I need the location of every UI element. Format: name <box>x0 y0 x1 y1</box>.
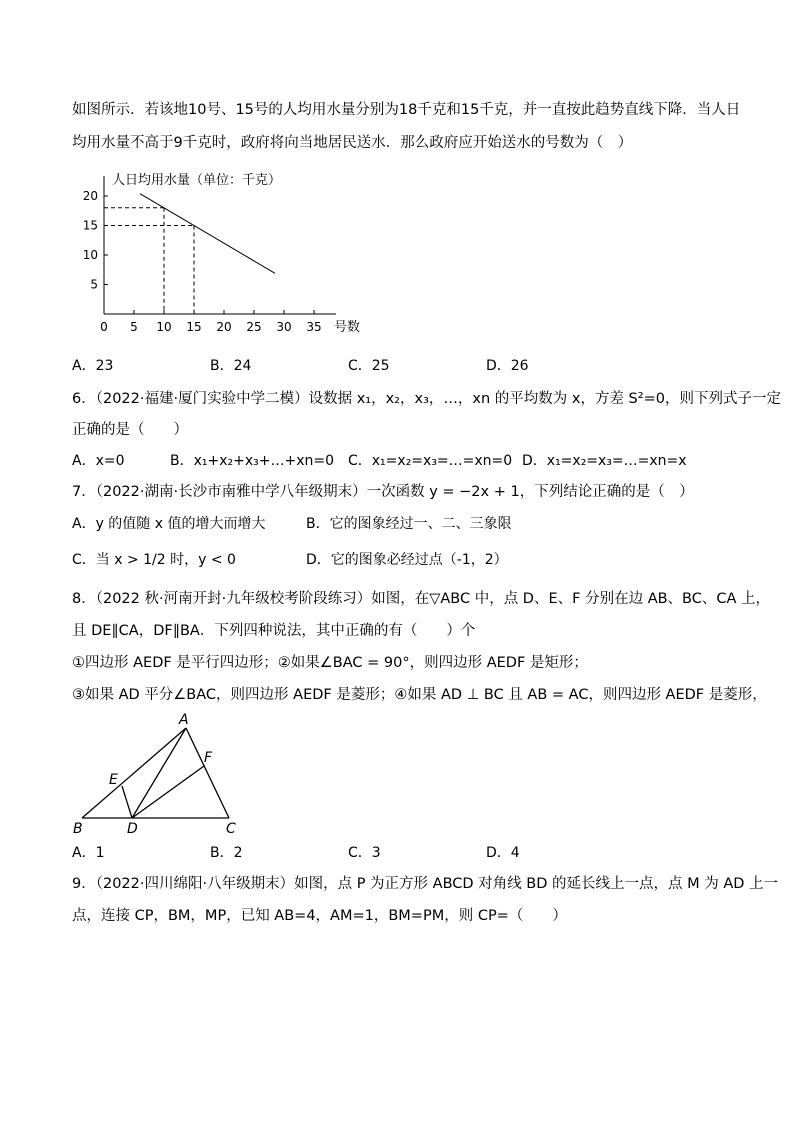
segment-ca <box>186 728 229 818</box>
q7-option-d: D．它的图象必经过点（-1，2） <box>306 552 508 568</box>
q5-text-line-2: 均用水量不高于9千克时，政府将向当地居民送水．那么政府应开始送水的号数为（ ） <box>72 135 633 151</box>
x-tick-label: 20 <box>216 320 232 334</box>
q8-text-line-2: 且 DE∥CA，DF∥BA．下列四种说法，其中正确的有（ ）个 <box>72 623 476 639</box>
q6-text-line-2: 正确的是（ ） <box>72 422 188 438</box>
q8-option-b: B．2 <box>210 845 243 861</box>
triangle-figure <box>70 712 250 840</box>
segment-de <box>122 786 132 818</box>
y-tick-label: 10 <box>82 248 98 262</box>
x-tick-label: 10 <box>156 320 172 334</box>
y-tick-label: 20 <box>82 189 98 203</box>
q8-option-d: D．4 <box>486 845 520 861</box>
label-a: A <box>179 712 189 728</box>
q5-option-a: A．23 <box>72 358 114 374</box>
q7-option-b: B．它的图象经过一、二、三象限 <box>306 516 512 532</box>
q6-option-d: D．x₁=x₂=x₃=…=xn=x <box>522 453 687 469</box>
q5-option-d: D．26 <box>486 358 529 374</box>
q6-option-b: B．x₁+x₂+x₃+…+xn=0 <box>170 453 335 469</box>
y-tick-label: 15 <box>82 218 98 233</box>
x-tick-label: 30 <box>276 320 292 334</box>
label-d: D <box>127 821 138 837</box>
q7-option-c: C．当 x > 1/2 时，y < 0 <box>72 552 236 568</box>
q8-text-line-3: ①四边形 AEDF 是平行四边形；②如果∠BAC = 90°，则四边形 AEDF 是矩形； <box>72 655 588 671</box>
water-usage-chart <box>72 160 372 340</box>
q8-text-line-4: ③如果 AD 平分∠BAC，则四边形 AEDF 是菱形；④如果 AD ⊥ BC 且 AB = AC，则四边形 AEDF 是菱形， <box>72 687 767 703</box>
q5-option-b: B．24 <box>210 358 252 374</box>
series-line <box>140 194 275 274</box>
q7-option-a: A．y 的值随 x 值的增大而增大 <box>72 516 266 532</box>
segment-ab <box>82 728 186 818</box>
x-axis-label: 号数 <box>334 320 361 335</box>
q9-text-line-2: 点，连接 CP，BM，MP，已知 AB=4，AM=1，BM=PM，则 CP=（ ） <box>72 908 567 924</box>
x-tick-label: 15 <box>186 320 202 334</box>
q6-option-a: A．x=0 <box>72 453 125 469</box>
x-tick-label: 35 <box>306 320 322 334</box>
q8-option-c: C．3 <box>348 845 381 861</box>
q8-option-a: A．1 <box>72 845 105 861</box>
x-tick-label: 25 <box>246 320 262 334</box>
q7-text-line-1: 7．（2022·湖南·长沙市南雅中学八年级期末）一次函数 y = −2x + 1，下列结论正确的是（ ） <box>72 484 694 500</box>
q6-option-c: C．x₁=x₂=x₃=…=xn=0 <box>348 453 513 469</box>
q5-text-line-1: 如图所示．若该地10号、15号的人均用水量分别为18千克和15千克，并一直按此趋势直线下降．当人日 <box>72 102 741 118</box>
q5-option-c: C．25 <box>348 358 390 374</box>
y-tick-label: 5 <box>90 277 98 292</box>
label-b: B <box>73 821 83 837</box>
x-tick-label: 5 <box>130 320 138 334</box>
chart-title: 人日均用水量（单位：千克） <box>112 173 282 188</box>
segment-ad <box>132 728 186 818</box>
segment-df <box>132 766 204 818</box>
label-c: C <box>226 821 236 837</box>
label-f: F <box>204 750 213 766</box>
x-tick-label: 0 <box>100 320 108 334</box>
q6-text-line-1: 6．（2022·福建·厦门实验中学二模）设数据 x₁，x₂，x₃，…，xn 的平均数为 x，方差 S²=0，则下列式子一定 <box>72 391 781 407</box>
q9-text-line-1: 9．（2022·四川绵阳·八年级期末）如图，点 P 为正方形 ABCD 对角线 BD 的延长线上一点，点 M 为 AD 上一 <box>72 876 779 892</box>
q8-text-line-1: 8．（2022 秋·河南开封·九年级校考阶段练习）如图，在▽ABC 中，点 D、E、F 分别在边 AB、BC、CA 上， <box>72 591 771 607</box>
label-e: E <box>109 772 118 788</box>
